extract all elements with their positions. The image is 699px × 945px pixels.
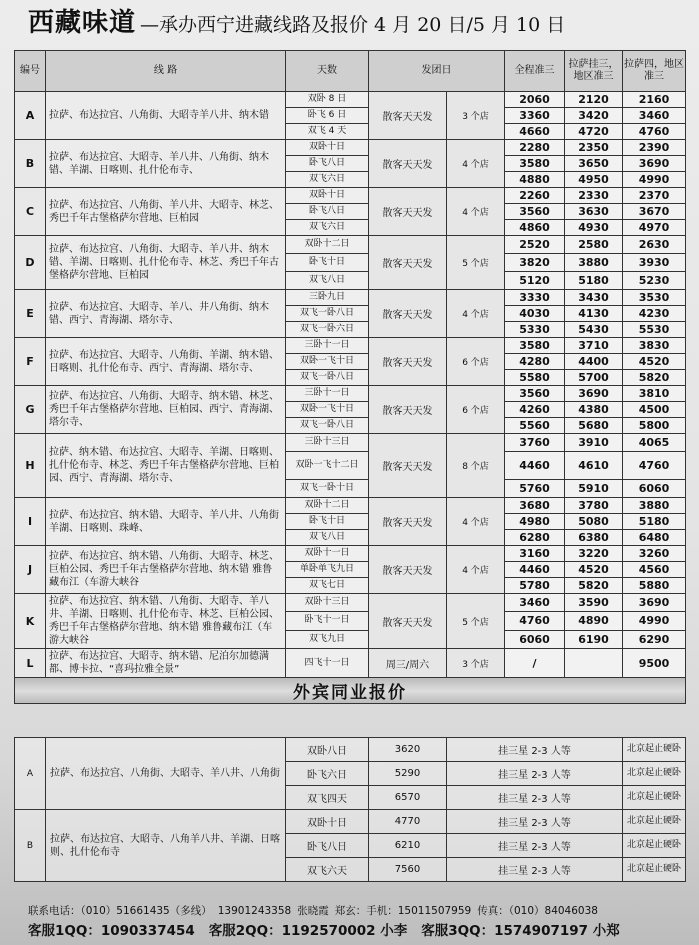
- price-lhasa-4star: 3930: [623, 254, 686, 272]
- table-row: [15, 649, 686, 678]
- route-days: 三卧十一日: [286, 338, 369, 354]
- route-stores: 5 个店: [447, 236, 505, 290]
- price-lhasa-4star: 6480: [623, 530, 686, 546]
- route-code: A: [15, 92, 46, 140]
- price-full-3star: 4880: [505, 172, 565, 188]
- route-days: 双卧一飞十日: [286, 402, 369, 418]
- foreign-route-hotel: 挂三星 2-3 人等: [447, 810, 623, 834]
- qq-item: 客服3QQ：1574907197 小郑: [421, 923, 620, 939]
- price-lhasa-3star: 5080: [565, 514, 623, 530]
- foreign-route-days: 双卧八日: [286, 738, 369, 762]
- route-days: 双飞一卧十日: [286, 480, 369, 498]
- qq-info: [28, 919, 634, 939]
- price-lhasa-4star: 4970: [623, 220, 686, 236]
- price-lhasa-3star: 3590: [565, 594, 623, 612]
- price-lhasa-3star: 2350: [565, 140, 623, 156]
- price-lhasa-4star: 3810: [623, 386, 686, 402]
- route-description: 拉萨、布达拉宫、八角街、大昭寺、纳木错、林芝、秀巴千年古堡格萨尔营地、巨柏园、西宁、青海湖、塔尔寺、: [46, 386, 286, 434]
- foreign-section-title: 外宾同业报价: [15, 678, 686, 704]
- price-full-3star: 4460: [505, 452, 565, 480]
- price-lhasa-3star: 5820: [565, 578, 623, 594]
- route-days: 双卧 8 日: [286, 92, 369, 108]
- route-days: 双卧十一日: [286, 546, 369, 562]
- price-lhasa-4star: 2160: [623, 92, 686, 108]
- price-full-3star: /: [505, 649, 565, 678]
- price-lhasa-4star: 3690: [623, 594, 686, 612]
- foreign-route-code: A: [15, 738, 46, 810]
- route-departure: 散客天天发: [369, 236, 447, 290]
- price-full-3star: 5780: [505, 578, 565, 594]
- price-lhasa-3star: 3780: [565, 498, 623, 514]
- route-days: 双飞七日: [286, 578, 369, 594]
- price-lhasa-4star: 6290: [623, 630, 686, 648]
- price-lhasa-3star: 4930: [565, 220, 623, 236]
- route-description: 拉萨、布达拉宫、大昭寺、纳木错、尼泊尔加德满都、博卡拉、“喜玛拉雅全景”: [46, 649, 286, 678]
- price-full-3star: 4260: [505, 402, 565, 418]
- foreign-route-note: 北京起止硬卧: [623, 738, 686, 762]
- route-days: 双飞一卧八日: [286, 418, 369, 434]
- route-days: 三卧九日: [286, 290, 369, 306]
- price-lhasa-4star: 2630: [623, 236, 686, 254]
- price-lhasa-3star: 6380: [565, 530, 623, 546]
- price-full-3star: 3560: [505, 386, 565, 402]
- price-lhasa-3star: 2330: [565, 188, 623, 204]
- price-lhasa-4star: 4990: [623, 612, 686, 630]
- price-lhasa-3star: 3420: [565, 108, 623, 124]
- route-days: 双飞一卧八日: [286, 306, 369, 322]
- price-lhasa-3star: 3880: [565, 254, 623, 272]
- route-stores: 4 个店: [447, 188, 505, 236]
- route-price-table: [14, 50, 686, 704]
- route-departure: 散客天天发: [369, 546, 447, 594]
- route-code: L: [15, 649, 46, 678]
- price-full-3star: 5560: [505, 418, 565, 434]
- route-days: 双飞一卧八日: [286, 370, 369, 386]
- price-full-3star: 5580: [505, 370, 565, 386]
- route-description: 拉萨、布达拉宫、八角街、大昭寺、羊八井、纳木错、羊湖、日喀则、扎什伦布寺、林芝、秀巴千年古堡格萨尔营地、巨柏园: [46, 236, 286, 290]
- route-stores: 3 个店: [447, 92, 505, 140]
- foreign-route-days: 卧飞八日: [286, 834, 369, 858]
- table-row: [15, 434, 686, 452]
- table-row: [15, 236, 686, 254]
- page-subtitle: —承办西宁进藏线路及报价 4 月 20 日/5 月 10 日: [140, 14, 566, 36]
- price-full-3star: 5120: [505, 272, 565, 290]
- price-lhasa-3star: 3220: [565, 546, 623, 562]
- price-lhasa-4star: 3670: [623, 204, 686, 220]
- price-lhasa-4star: 3830: [623, 338, 686, 354]
- col-code: 编号: [15, 51, 46, 92]
- qq-item: 客服1QQ：1090337454: [28, 923, 195, 939]
- route-days: 卧飞八日: [286, 204, 369, 220]
- foreign-route-code: B: [15, 810, 46, 882]
- route-days: 双飞一卧六日: [286, 322, 369, 338]
- route-code: F: [15, 338, 46, 386]
- price-lhasa-3star: 6190: [565, 630, 623, 648]
- price-lhasa-4star: 3460: [623, 108, 686, 124]
- price-lhasa-4star: 3260: [623, 546, 686, 562]
- foreign-route-note: 北京起止硬卧: [623, 834, 686, 858]
- route-code: I: [15, 498, 46, 546]
- route-code: K: [15, 594, 46, 649]
- price-lhasa-3star: 4130: [565, 306, 623, 322]
- foreign-route-hotel: 挂三星 2-3 人等: [447, 738, 623, 762]
- price-full-3star: 5760: [505, 480, 565, 498]
- route-days: 双卧十三日: [286, 594, 369, 612]
- price-lhasa-4star: 4760: [623, 124, 686, 140]
- contact-item: 13901243358: [217, 905, 292, 917]
- price-lhasa-4star: 4065: [623, 434, 686, 452]
- foreign-route-price: 3620: [369, 738, 447, 762]
- route-departure: 散客天天发: [369, 498, 447, 546]
- foreign-route-hotel: 挂三星 2-3 人等: [447, 786, 623, 810]
- contact-item: 传真：（010）84046038: [477, 905, 598, 917]
- route-stores: 6 个店: [447, 338, 505, 386]
- col-departure: 发团日: [369, 51, 505, 92]
- table-row: [15, 594, 686, 612]
- price-lhasa-3star: 3630: [565, 204, 623, 220]
- price-lhasa-4star: 3690: [623, 156, 686, 172]
- route-code: C: [15, 188, 46, 236]
- price-lhasa-4star: 2370: [623, 188, 686, 204]
- col-days: 天数: [286, 51, 369, 92]
- price-lhasa-3star: 4890: [565, 612, 623, 630]
- foreign-route-days: 双飞四天: [286, 786, 369, 810]
- price-lhasa-4star: 3530: [623, 290, 686, 306]
- price-lhasa-4star: 5800: [623, 418, 686, 434]
- price-lhasa-4star: 5230: [623, 272, 686, 290]
- price-full-3star: 2260: [505, 188, 565, 204]
- contact-item: 张晓霞: [297, 905, 329, 917]
- route-days: 卧飞十日: [286, 254, 369, 272]
- price-full-3star: 3760: [505, 434, 565, 452]
- price-lhasa-4star: 5880: [623, 578, 686, 594]
- col-price1: 全程准三: [505, 51, 565, 92]
- price-full-3star: 3160: [505, 546, 565, 562]
- price-lhasa-3star: 5430: [565, 322, 623, 338]
- route-stores: 4 个店: [447, 546, 505, 594]
- route-code: B: [15, 140, 46, 188]
- route-departure: 散客天天发: [369, 594, 447, 649]
- table-row: [15, 386, 686, 402]
- route-days: 双卧十日: [286, 188, 369, 204]
- price-full-3star: 4030: [505, 306, 565, 322]
- route-days: 双卧十日: [286, 140, 369, 156]
- route-departure: 周三/周六: [369, 649, 447, 678]
- price-lhasa-3star: [565, 649, 623, 678]
- route-code: D: [15, 236, 46, 290]
- foreign-route-description: 拉萨、布达拉宫、八角街、大昭寺、羊八井、八角街: [46, 738, 286, 810]
- route-days: 三卧十三日: [286, 434, 369, 452]
- route-days: 卧飞 6 日: [286, 108, 369, 124]
- price-full-3star: 3820: [505, 254, 565, 272]
- route-days: 卧飞八日: [286, 156, 369, 172]
- table-row: [15, 810, 686, 834]
- price-lhasa-3star: 4610: [565, 452, 623, 480]
- foreign-route-note: 北京起止硬卧: [623, 762, 686, 786]
- foreign-route-hotel: 挂三星 2-3 人等: [447, 858, 623, 882]
- foreign-route-price: 6570: [369, 786, 447, 810]
- table-row: [15, 546, 686, 562]
- route-code: E: [15, 290, 46, 338]
- foreign-route-note: 北京起止硬卧: [623, 810, 686, 834]
- route-stores: 6 个店: [447, 386, 505, 434]
- price-full-3star: 2520: [505, 236, 565, 254]
- foreign-route-days: 双飞六天: [286, 858, 369, 882]
- contact-item: 联系电话：（010）51661435（多线）: [28, 905, 212, 917]
- route-days: 卧飞十一日: [286, 612, 369, 630]
- price-lhasa-3star: 4380: [565, 402, 623, 418]
- table-row: [15, 188, 686, 204]
- route-days: 双飞六日: [286, 172, 369, 188]
- route-days: 四飞十一日: [286, 649, 369, 678]
- foreign-route-price: 5290: [369, 762, 447, 786]
- price-lhasa-4star: 4990: [623, 172, 686, 188]
- route-departure: 散客天天发: [369, 386, 447, 434]
- price-lhasa-3star: 4950: [565, 172, 623, 188]
- route-departure: 散客天天发: [369, 140, 447, 188]
- price-lhasa-3star: 3910: [565, 434, 623, 452]
- price-full-3star: 4760: [505, 612, 565, 630]
- route-departure: 散客天天发: [369, 188, 447, 236]
- price-lhasa-4star: 4230: [623, 306, 686, 322]
- route-days: 双卧十二日: [286, 498, 369, 514]
- price-lhasa-4star: 5180: [623, 514, 686, 530]
- price-lhasa-4star: 9500: [623, 649, 686, 678]
- route-days: 单卧单飞九日: [286, 562, 369, 578]
- price-full-3star: 3330: [505, 290, 565, 306]
- route-description: 拉萨、布达拉宫、大昭寺、羊八井、八角街、纳木错、羊湖、日喀则、扎什伦布寺、: [46, 140, 286, 188]
- route-stores: 4 个店: [447, 498, 505, 546]
- price-lhasa-4star: 3880: [623, 498, 686, 514]
- route-departure: 散客天天发: [369, 434, 447, 498]
- route-days: 双卧十二日: [286, 236, 369, 254]
- foreign-route-hotel: 挂三星 2-3 人等: [447, 762, 623, 786]
- price-full-3star: 2060: [505, 92, 565, 108]
- price-lhasa-4star: 4520: [623, 354, 686, 370]
- route-description: 拉萨、布达拉宫、大昭寺、八角街、羊湖、纳木错、日喀则、扎什伦布寺、西宁、青海湖、塔尔寺、: [46, 338, 286, 386]
- foreign-route-days: 卧飞六日: [286, 762, 369, 786]
- price-lhasa-3star: 2580: [565, 236, 623, 254]
- route-description: 拉萨、布达拉宫、纳木错、八角街、大昭寺、羊八井、羊湖、日喀则、扎什伦布寺、林芝、巨柏公园、秀巴千年古堡格萨尔营地、纳木错 雅鲁藏布江（车游大峡谷: [46, 594, 286, 649]
- route-days: 双飞九日: [286, 630, 369, 648]
- foreign-route-price: 4770: [369, 810, 447, 834]
- route-stores: 4 个店: [447, 140, 505, 188]
- price-lhasa-4star: 5530: [623, 322, 686, 338]
- route-code: J: [15, 546, 46, 594]
- table-row: [15, 738, 686, 762]
- foreign-route-days: 双卧十日: [286, 810, 369, 834]
- route-stores: 3 个店: [447, 649, 505, 678]
- route-days: 三卧十一日: [286, 386, 369, 402]
- contact-item: 郑玄：手机：15011507959: [334, 905, 472, 917]
- route-days: 双飞 4 天: [286, 124, 369, 140]
- route-days: 双卧一飞十二日: [286, 452, 369, 480]
- table-row: [15, 498, 686, 514]
- contact-info: [28, 903, 604, 918]
- price-lhasa-4star: 4760: [623, 452, 686, 480]
- table-row: [15, 290, 686, 306]
- table-row: [15, 140, 686, 156]
- price-lhasa-3star: 5700: [565, 370, 623, 386]
- price-lhasa-3star: 2120: [565, 92, 623, 108]
- route-departure: 散客天天发: [369, 338, 447, 386]
- route-days: 卧飞十日: [286, 514, 369, 530]
- price-lhasa-3star: 3710: [565, 338, 623, 354]
- price-lhasa-3star: 5180: [565, 272, 623, 290]
- price-lhasa-3star: 4720: [565, 124, 623, 140]
- price-full-3star: 2280: [505, 140, 565, 156]
- route-code: H: [15, 434, 46, 498]
- page-title: 西藏味道: [28, 8, 137, 38]
- price-lhasa-4star: 6060: [623, 480, 686, 498]
- price-full-3star: 4280: [505, 354, 565, 370]
- route-days: 双飞八日: [286, 272, 369, 290]
- price-full-3star: 4860: [505, 220, 565, 236]
- price-full-3star: 6060: [505, 630, 565, 648]
- price-lhasa-3star: 5910: [565, 480, 623, 498]
- price-lhasa-3star: 4520: [565, 562, 623, 578]
- table-row: [15, 92, 686, 108]
- header: [28, 2, 565, 42]
- price-full-3star: 4980: [505, 514, 565, 530]
- foreign-route-note: 北京起止硬卧: [623, 786, 686, 810]
- price-lhasa-4star: 4500: [623, 402, 686, 418]
- price-full-3star: 4460: [505, 562, 565, 578]
- price-full-3star: 3680: [505, 498, 565, 514]
- price-lhasa-3star: 5680: [565, 418, 623, 434]
- price-full-3star: 3460: [505, 594, 565, 612]
- route-description: 拉萨、布达拉宫、纳木错、大昭寺、羊八井、八角街羊湖、日喀则、珠峰、: [46, 498, 286, 546]
- price-lhasa-3star: 4400: [565, 354, 623, 370]
- price-lhasa-4star: 2390: [623, 140, 686, 156]
- price-lhasa-4star: 5820: [623, 370, 686, 386]
- qq-item: 客服2QQ：1192570002 小李: [208, 923, 408, 939]
- foreign-route-price: 6210: [369, 834, 447, 858]
- route-stores: 4 个店: [447, 290, 505, 338]
- price-full-3star: 3560: [505, 204, 565, 220]
- foreign-route-description: 拉萨、布达拉宫、大昭寺、八角羊八井、羊湖、日喀则、扎什伦布寺: [46, 810, 286, 882]
- table-row: [15, 338, 686, 354]
- route-stores: 5 个店: [447, 594, 505, 649]
- route-description: 拉萨、布达拉宫、大昭寺、羊八、井八角街、纳木错、西宁、青海湖、塔尔寺、: [46, 290, 286, 338]
- route-description: 拉萨、布达拉宫、八角街、大昭寺羊八井、纳木错: [46, 92, 286, 140]
- route-stores: 8 个店: [447, 434, 505, 498]
- route-departure: 散客天天发: [369, 92, 447, 140]
- foreign-price-table: [14, 737, 686, 882]
- route-days: 双飞八日: [286, 530, 369, 546]
- route-days: 双卧一飞十日: [286, 354, 369, 370]
- price-lhasa-3star: 3430: [565, 290, 623, 306]
- price-full-3star: 4660: [505, 124, 565, 140]
- foreign-route-hotel: 挂三星 2-3 人等: [447, 834, 623, 858]
- route-code: G: [15, 386, 46, 434]
- price-lhasa-3star: 3690: [565, 386, 623, 402]
- price-full-3star: 3580: [505, 338, 565, 354]
- col-price3: 拉萨四，地区准三: [623, 51, 686, 92]
- col-route: 线 路: [46, 51, 286, 92]
- route-departure: 散客天天发: [369, 290, 447, 338]
- price-lhasa-4star: 4560: [623, 562, 686, 578]
- price-full-3star: 6280: [505, 530, 565, 546]
- price-full-3star: 5330: [505, 322, 565, 338]
- price-full-3star: 3580: [505, 156, 565, 172]
- price-lhasa-3star: 3650: [565, 156, 623, 172]
- route-description: 拉萨、布达拉宫、纳木错、八角街、大昭寺、林芝、巨柏公园、秀巴千年古堡格萨尔营地、纳木错 雅鲁藏布江（车游大峡谷: [46, 546, 286, 594]
- route-description: 拉萨、纳木错、布达拉宫、大昭寺、羊湖、日喀则、扎什伦布寺、林芝、秀巴千年古堡格萨尔营地、巨柏园、西宁、青海湖、塔尔寺、: [46, 434, 286, 498]
- route-description: 拉萨、布达拉宫、八角街、羊八井、大昭寺、林芝、秀巴千年古堡格萨尔营地、巨柏园: [46, 188, 286, 236]
- col-price2: 拉萨挂三，地区准三: [565, 51, 623, 92]
- route-days: 双飞六日: [286, 220, 369, 236]
- foreign-route-note: 北京起止硬卧: [623, 858, 686, 882]
- foreign-route-price: 7560: [369, 858, 447, 882]
- price-full-3star: 3360: [505, 108, 565, 124]
